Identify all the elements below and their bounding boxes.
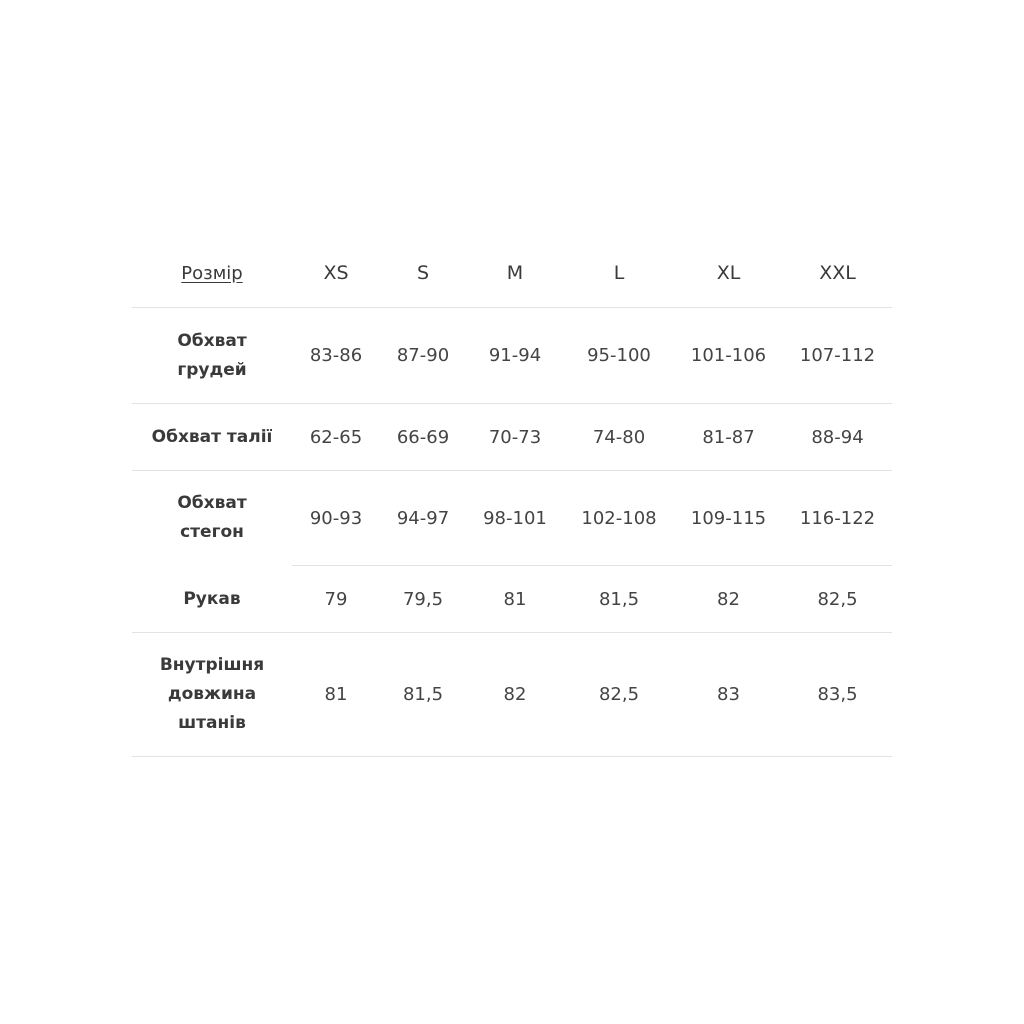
table-cell: 82 xyxy=(674,566,783,633)
row-label-text: Обхват грудей xyxy=(177,330,247,380)
table-cell: 87-90 xyxy=(380,308,466,404)
table-cell: 83,5 xyxy=(783,633,892,757)
row-label xyxy=(132,566,292,633)
table-cell: 81,5 xyxy=(380,633,466,757)
table-cell: 79 xyxy=(292,566,380,633)
table-header-row xyxy=(132,240,892,308)
table-cell: 82 xyxy=(466,633,564,757)
table-cell: 70-73 xyxy=(466,404,564,471)
table-cell: 81 xyxy=(292,633,380,757)
size-column-header: M xyxy=(466,240,564,308)
row-label-text: Внутрішня довжина штанів xyxy=(159,655,265,733)
table-cell: 79,5 xyxy=(380,566,466,633)
table-cell: 101-106 xyxy=(674,308,783,404)
table-cell: 83-86 xyxy=(292,308,380,404)
table-cell: 109-115 xyxy=(674,471,783,566)
row-label xyxy=(132,308,292,404)
table-cell: 88-94 xyxy=(783,404,892,471)
table-cell: 81 xyxy=(466,566,564,633)
size-column-header: S xyxy=(380,240,466,308)
table-row xyxy=(132,566,892,633)
row-label-text: Рукав xyxy=(183,588,241,609)
size-column-header: XL xyxy=(674,240,783,308)
size-chart-table xyxy=(132,240,892,757)
table-cell: 94-97 xyxy=(380,471,466,566)
size-column-header: L xyxy=(564,240,674,308)
table-cell: 102-108 xyxy=(564,471,674,566)
table-row xyxy=(132,633,892,757)
row-label-text: Обхват стегон xyxy=(177,493,247,542)
table-cell: 90-93 xyxy=(292,471,380,566)
table-cell: 62-65 xyxy=(292,404,380,471)
table-cell: 82,5 xyxy=(783,566,892,633)
table-row xyxy=(132,404,892,471)
row-label-text: Обхват талії xyxy=(151,426,273,447)
row-label xyxy=(132,633,292,757)
table-cell: 81,5 xyxy=(564,566,674,633)
table-cell: 81-87 xyxy=(674,404,783,471)
table-cell: 98-101 xyxy=(466,471,564,566)
table-cell: 95-100 xyxy=(564,308,674,404)
table-cell: 74-80 xyxy=(564,404,674,471)
table-row xyxy=(132,471,892,566)
row-label xyxy=(132,404,292,471)
table-row xyxy=(132,308,892,404)
table-cell: 66-69 xyxy=(380,404,466,471)
row-label xyxy=(132,471,292,566)
table-cell: 83 xyxy=(674,633,783,757)
table-cell: 107-112 xyxy=(783,308,892,404)
table-cell: 116-122 xyxy=(783,471,892,566)
table-cell: 91-94 xyxy=(466,308,564,404)
size-header-label: Розмір xyxy=(132,240,292,308)
size-column-header: XS xyxy=(292,240,380,308)
size-column-header: XXL xyxy=(783,240,892,308)
table-cell: 82,5 xyxy=(564,633,674,757)
